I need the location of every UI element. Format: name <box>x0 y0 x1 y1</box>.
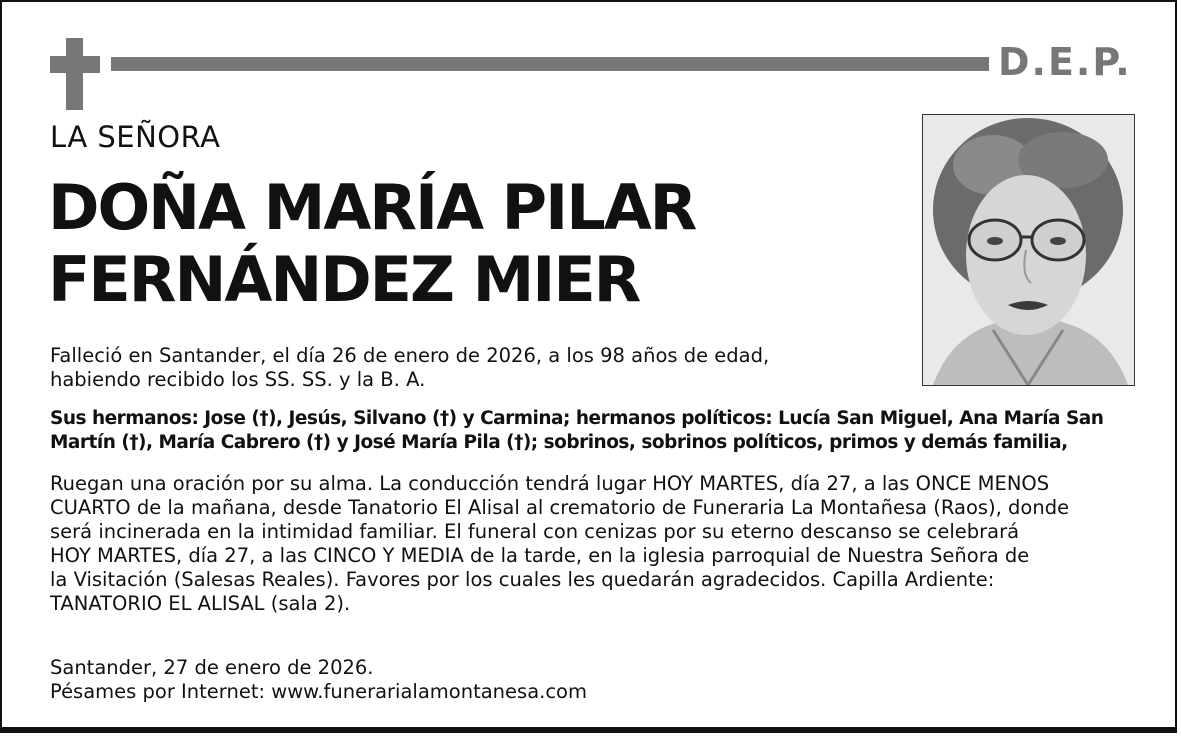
text-line: habiendo recibido los SS. SS. y la B. A. <box>50 368 426 391</box>
condolence-website: Pésames por Internet: www.funerarialamontanesa.com <box>50 680 587 703</box>
dep-label: D.E.P. <box>998 40 1132 84</box>
text-line: será incinerada en la intimidad familiar. El funeral con cenizas por su eterno descanso se celebrará <box>50 520 1020 543</box>
text-line: la Visitación (Salesas Reales). Favores por los cuales les quedarán agradecidos. Capilla Ardiente: <box>50 568 995 591</box>
text-line: Ruegan una oración por su alma. La conducción tendrá lugar HOY MARTES, día 27, a las ONCE MENOS <box>50 472 1050 495</box>
place-date: Santander, 27 de enero de 2026. <box>50 656 374 679</box>
ceremony-details <box>50 472 1069 616</box>
text-line: TANATORIO EL ALISAL (sala 2). <box>50 592 351 615</box>
closing <box>50 656 587 704</box>
family-list <box>50 407 1103 455</box>
name-line: FERNÁNDEZ MIER <box>48 243 640 316</box>
portrait-photo <box>922 114 1135 386</box>
death-notice <box>50 344 769 392</box>
text-line: Falleció en Santander, el día 26 de enero de 2026, a los 98 años de edad, <box>50 344 770 367</box>
text-line: Martín (†), María Cabrero (†) y José María Pila (†); sobrinos, sobrinos políticos, primos y demás familia, <box>50 432 1068 453</box>
text-line: CUARTO de la mañana, desde Tanatorio El Alisal al crematorio de Funeraria La Montañesa (Raos), donde <box>50 496 1070 519</box>
deceased-name <box>48 172 888 316</box>
cross-icon <box>50 38 100 110</box>
name-line: DOÑA MARÍA PILAR <box>48 171 696 244</box>
text-line: HOY MARTES, día 27, a las CINCO Y MEDIA de la tarde, en la iglesia parroquial de Nuestra Señora de <box>50 544 1030 567</box>
header-rule <box>111 57 989 71</box>
honorific: LA SEÑORA <box>50 120 221 154</box>
text-line: Sus hermanos: Jose (†), Jesús, Silvano (†) y Carmina; hermanos políticos: Lucía San Miguel, Ana María San <box>50 408 1104 429</box>
